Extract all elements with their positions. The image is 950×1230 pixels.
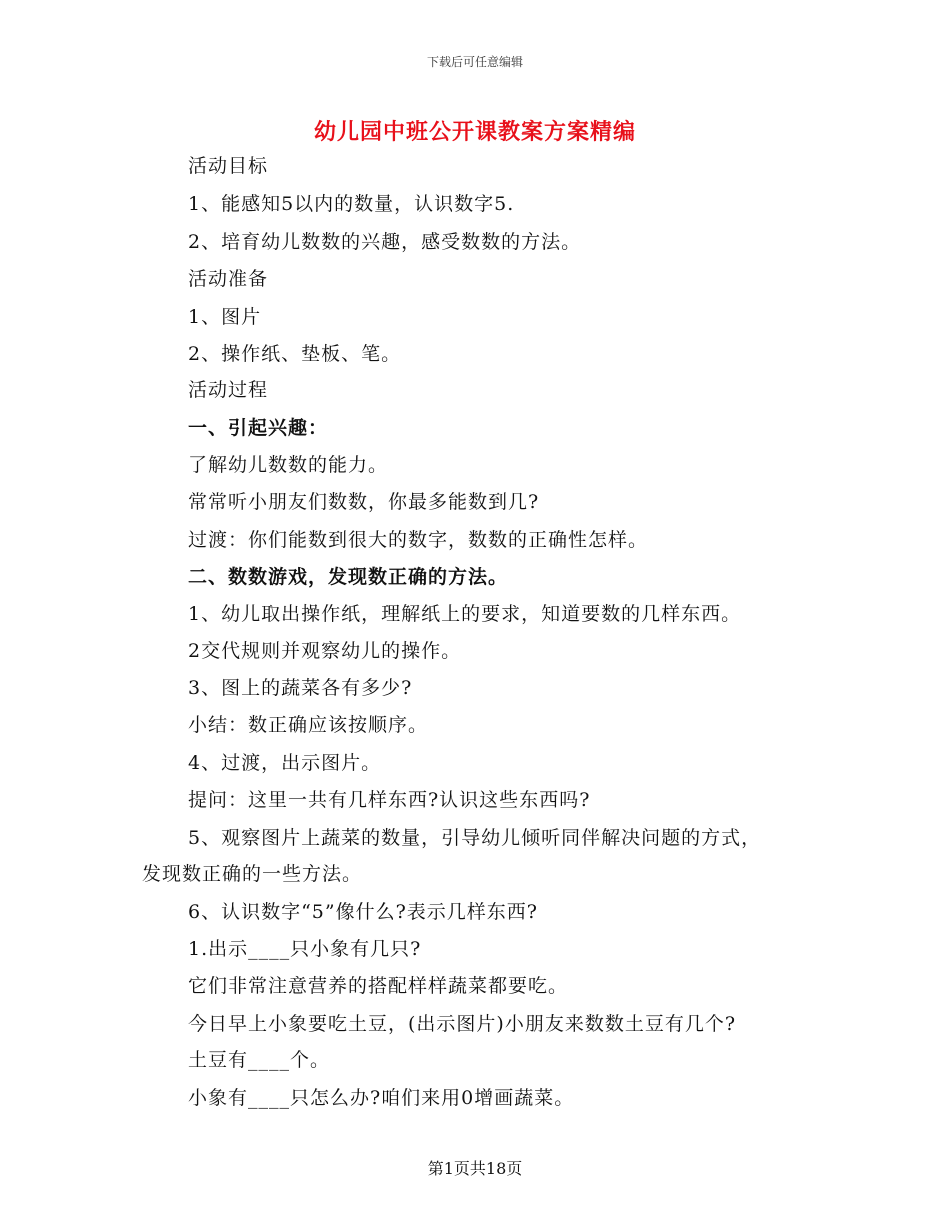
paragraph: 2交代规则并观察幼儿的操作。 bbox=[188, 640, 462, 662]
paragraph-continuation: 发现数正确的一些方法。 bbox=[142, 863, 363, 885]
paragraph: 小结：数正确应该按顺序。 bbox=[188, 714, 429, 736]
paragraph: 6、认识数字“5”像什么?表示几样东西? bbox=[188, 901, 538, 923]
paragraph: 活动准备 bbox=[188, 268, 269, 290]
page-number: 第1页共18页 bbox=[427, 1159, 523, 1178]
paragraph: 过渡：你们能数到很大的数字，数数的正确性怎样。 bbox=[188, 529, 649, 551]
paragraph: 了解幼儿数数的能力。 bbox=[188, 454, 389, 476]
paragraph: 提问：这里一共有几样东西?认识这些东西吗? bbox=[188, 789, 591, 811]
paragraph: 4、过渡，出示图片。 bbox=[188, 752, 382, 774]
paragraph: 1、图片 bbox=[188, 306, 262, 328]
document-title: 幼儿园中班公开课教案方案精编 bbox=[313, 119, 636, 145]
paragraph: 1、幼儿取出操作纸，理解纸上的要求，知道要数的几样东西。 bbox=[188, 603, 742, 625]
paragraph: 土豆有____个。 bbox=[188, 1049, 331, 1071]
paragraph: 5、观察图片上蔬菜的数量，引导幼儿倾听同伴解决问题的方式， bbox=[188, 827, 762, 849]
page-header-note: 下载后可任意编辑 bbox=[426, 55, 523, 69]
paragraph: 2、培育幼儿数数的兴趣，感受数数的方法。 bbox=[188, 231, 582, 253]
paragraph: 3、图上的蔬菜各有多少? bbox=[188, 677, 413, 699]
paragraph: 它们非常注意营养的搭配样样蔬菜都要吃。 bbox=[188, 975, 569, 997]
paragraph: 小象有____只怎么办?咱们来用0增画蔬菜。 bbox=[188, 1087, 575, 1109]
paragraph: 今日早上小象要吃土豆，(出示图片)小朋友来数数土豆有几个? bbox=[188, 1013, 737, 1035]
paragraph: 常常听小朋友们数数，你最多能数到几? bbox=[188, 491, 540, 513]
section-heading: 二、数数游戏，发现数正确的方法。 bbox=[188, 566, 509, 588]
paragraph: 1.出示____只小象有几只? bbox=[188, 938, 422, 960]
paragraph: 2、操作纸、垫板、笔。 bbox=[188, 343, 402, 365]
paragraph: 活动目标 bbox=[188, 155, 269, 177]
paragraph: 1、能感知5以内的数量，认识数字5. bbox=[188, 193, 515, 215]
section-heading: 一、引起兴趣： bbox=[188, 417, 329, 439]
paragraph: 活动过程 bbox=[188, 379, 269, 401]
